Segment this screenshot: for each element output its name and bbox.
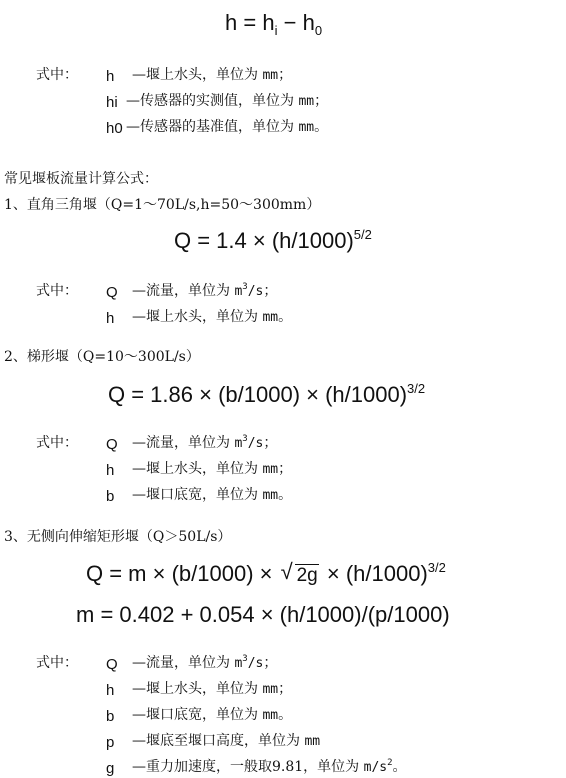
formula-term-a: h xyxy=(262,10,275,35)
legend-tail: 。 xyxy=(278,707,293,723)
unit-base: m/s xyxy=(363,760,388,775)
formula-lhs: h xyxy=(225,10,238,35)
legend-desc: —传感器的基准值，单位为 xyxy=(126,119,294,135)
formula-exponent: 3/2 xyxy=(427,560,446,575)
legend-desc: —堰口底宽，单位为 xyxy=(132,487,258,503)
legend-symbol: Q xyxy=(106,436,118,453)
legend-row-Q xyxy=(106,434,118,454)
formula-body: Q = 1.4 × (h/1000) xyxy=(174,228,354,253)
legend-unit: mm xyxy=(262,310,279,325)
legend-symbol: h xyxy=(106,682,115,699)
legend-desc: —堰上水头，单位为 xyxy=(132,67,258,83)
legend-row-h-desc xyxy=(132,308,292,327)
sqrt-symbol xyxy=(281,561,319,587)
legend-row-b-desc xyxy=(132,706,292,725)
legend-symbol: h xyxy=(106,310,115,327)
legend-unit: mm xyxy=(298,94,315,109)
legend-unit: mm xyxy=(262,708,279,723)
legend-desc: —流量，单位为 xyxy=(132,435,230,451)
legend-tail: ； xyxy=(314,93,329,109)
formula-water-head xyxy=(225,10,322,36)
legend-symbol: b xyxy=(106,708,115,725)
section-2-heading: 2、梯形堰（Q=10～300L/s） xyxy=(4,349,200,365)
legend-tail: 。 xyxy=(278,487,293,503)
formula-trapezoidal-weir xyxy=(108,382,425,408)
legend-unit xyxy=(364,760,393,775)
formula-triangular-weir xyxy=(174,228,372,254)
legend-unit xyxy=(234,436,263,451)
section-1-heading: 1、直角三角堰（Q=1～70L/s,h=50～300mm） xyxy=(4,197,321,213)
legend-row-h xyxy=(106,66,114,86)
unit-base: m xyxy=(234,284,243,299)
legend-desc: —重力加速度，一般取9.81，单位为 xyxy=(132,759,360,775)
legend-row-p xyxy=(106,732,114,752)
legend-row-h0 xyxy=(106,118,123,138)
legend-row-Q-desc xyxy=(132,654,277,673)
legend-desc: —堰口底宽，单位为 xyxy=(132,707,258,723)
legend-tail: ； xyxy=(278,461,293,477)
legend-symbol: h0 xyxy=(106,120,123,137)
legend-row-h xyxy=(106,460,114,480)
formula-equals: = xyxy=(243,10,257,35)
legend-row-b xyxy=(106,486,114,506)
legend-row-h-desc xyxy=(132,66,292,85)
legend-tail: ； xyxy=(263,655,278,671)
legend-label-1: 式中： xyxy=(36,283,78,299)
legend-desc: —流量，单位为 xyxy=(132,655,230,671)
legend-desc: —堰上水头，单位为 xyxy=(132,309,258,325)
legend-symbol: Q xyxy=(106,284,118,301)
formula-term-b-sub: 0 xyxy=(314,23,323,38)
formula-body: Q = 1.86 × (b/1000) × (h/1000) xyxy=(108,382,408,407)
legend-row-Q xyxy=(106,654,118,674)
legend-row-Q-desc xyxy=(132,282,277,301)
legend-unit: mm xyxy=(298,120,315,135)
legend-row-h-desc xyxy=(132,460,292,479)
legend-tail: 。 xyxy=(278,309,293,325)
unit-after: /s xyxy=(247,284,264,299)
legend-label-2: 式中： xyxy=(36,435,78,451)
legend-label-3: 式中： xyxy=(36,655,78,671)
legend-row-b-desc xyxy=(132,486,292,505)
legend-unit: mm xyxy=(304,734,321,749)
legend-unit xyxy=(234,284,263,299)
legend-tail: 。 xyxy=(314,119,329,135)
legend-row-h-desc xyxy=(132,680,292,699)
unit-after: /s xyxy=(247,656,264,671)
legend-tail: ； xyxy=(263,283,278,299)
legend-unit: mm xyxy=(262,682,279,697)
legend-tail: ； xyxy=(278,681,293,697)
unit-sup: 3 xyxy=(242,282,248,292)
formula-rectangular-weir xyxy=(86,561,446,587)
formula-exponent: 5/2 xyxy=(353,227,372,242)
legend-row-Q xyxy=(106,282,118,302)
legend-row-g xyxy=(106,758,114,778)
legend-label-0: 式中： xyxy=(36,67,78,83)
legend-symbol: h xyxy=(106,68,115,85)
section-3-heading: 3、无侧向伸缩矩形堰（Q＞50L/s） xyxy=(4,529,232,545)
legend-symbol: Q xyxy=(106,656,118,673)
unit-sup: 3 xyxy=(242,434,248,444)
formula-body: Q = m × (b/1000) × xyxy=(86,561,273,586)
unit-base: m xyxy=(234,656,243,671)
legend-row-b xyxy=(106,706,114,726)
formula-term-a-sub: i xyxy=(274,23,278,38)
legend-unit: mm xyxy=(262,488,279,503)
legend-symbol: hi xyxy=(106,94,118,111)
legend-row-p-desc xyxy=(132,732,320,751)
legend-symbol: h xyxy=(106,462,115,479)
radical-sign: √ xyxy=(280,559,293,584)
legend-tail: ； xyxy=(278,67,293,83)
legend-row-h0-desc xyxy=(126,118,328,137)
legend-row-hi xyxy=(106,92,118,112)
legend-unit: mm xyxy=(262,462,279,477)
formula-minus: − xyxy=(283,10,297,35)
unit-sup: 3 xyxy=(242,654,248,664)
legend-desc: —传感器的实测值，单位为 xyxy=(126,93,294,109)
legend-desc: —堰底至堰口高度，单位为 xyxy=(132,733,300,749)
legend-row-g-desc xyxy=(132,758,407,777)
legend-unit xyxy=(234,656,263,671)
legend-row-h xyxy=(106,308,114,328)
formula-term-b: h xyxy=(302,10,315,35)
section-title: 常见堰板流量计算公式： xyxy=(4,171,158,187)
legend-row-h xyxy=(106,680,114,700)
legend-symbol: b xyxy=(106,488,115,505)
radicand: 2g xyxy=(296,565,318,586)
legend-tail: ； xyxy=(263,435,278,451)
unit-after: /s xyxy=(247,436,264,451)
legend-unit: mm xyxy=(262,68,279,83)
legend-symbol: g xyxy=(106,760,115,777)
legend-symbol: p xyxy=(106,734,115,751)
formula-coefficient-m: m = 0.402 + 0.054 × (h/1000)/(p/1000) xyxy=(76,602,450,627)
legend-desc: —堰上水头，单位为 xyxy=(132,681,258,697)
legend-desc: —流量，单位为 xyxy=(132,283,230,299)
unit-base: m xyxy=(234,436,243,451)
legend-row-Q-desc xyxy=(132,434,277,453)
legend-row-hi-desc xyxy=(126,92,328,111)
formula-body-post: × (h/1000) xyxy=(326,561,428,586)
formula-exponent: 3/2 xyxy=(407,381,426,396)
unit-sup: 2 xyxy=(387,758,393,768)
legend-tail: 。 xyxy=(392,759,407,775)
legend-desc: —堰上水头，单位为 xyxy=(132,461,258,477)
